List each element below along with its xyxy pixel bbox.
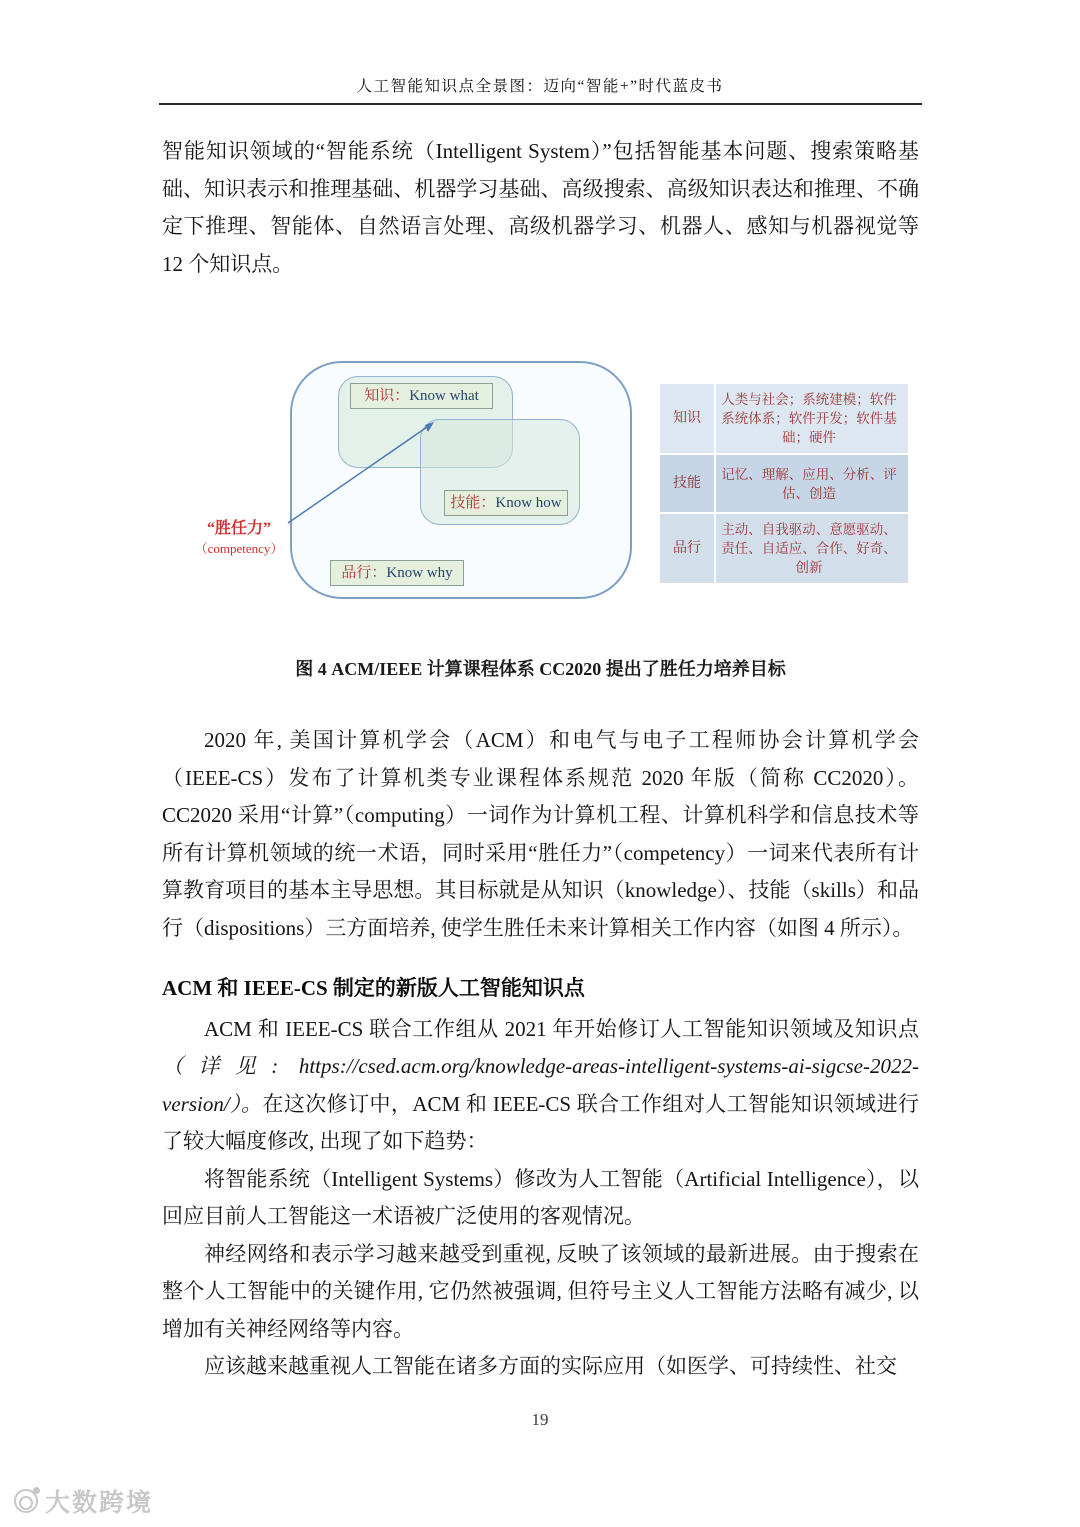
table-row-dispositions (660, 514, 908, 583)
knowledge-box-label-zh: 知识： (364, 387, 410, 404)
dispositions-box-label-zh: 品行： (341, 564, 387, 581)
table-row-label: 知识 (660, 384, 716, 453)
watermark-text: 大数跨境 (45, 1489, 154, 1517)
paragraph-revision (162, 1011, 919, 1161)
table-row-content: 记忆、理解、应用、分析、评估、创造 (721, 466, 897, 501)
competency-table (660, 384, 908, 585)
table-row-content: 人类与社会；系统建模；软件系统体系；软件开发；软件基础；硬件 (721, 392, 897, 445)
skills-box-label-en: Know how (495, 494, 562, 511)
knowledge-box-label-en: Know what (409, 387, 479, 404)
paragraph-trend-2: 神经网络和表示学习越来越受到重视, 反映了该领域的最新进展。由于搜索在整个人工智能中的关键作用, 它仍然被强调, 但符号主义人工智能方法略有减少, 以增加有关神经网络等内容。 (162, 1241, 919, 1341)
paragraph-trend-1: 将智能系统（Intelligent Systems）修改为人工智能（Artificial Intelligence），以回应目前人工智能这一术语被广泛使用的客观情况。 (162, 1166, 919, 1228)
knowledge-box (350, 383, 493, 409)
competency-label-en: （competency） (194, 541, 284, 556)
header-rule (159, 103, 922, 105)
page-content (162, 133, 919, 1386)
paragraph-cc2020: 2020 年, 美国计算机学会（ACM）和电气与电子工程师协会计算机学会（IEEE-CS）发布了计算机类专业课程体系规范 2020 年版（简称 CC2020）。CC2020 采用“计算”（computing）一词作为计算机工程、计算机科学和信息技术等所有计算机领域的统一术语，同时采用“胜任力”（competency）一词来代表所有计算教育项目的基本主导思想。其目标就是从知识（knowledge）、技能（skills）和品行（dispositions）三方面培养, 使学生胜任未来计算相关工作内容（如图 4 所示）。 (162, 728, 919, 940)
section-heading: ACM 和 IEEE-CS 制定的新版人工智能知识点 (162, 976, 585, 1000)
skills-box (444, 490, 568, 516)
figure-cc2020-competency (162, 355, 919, 605)
table-row-content: 主动、自我驱动、意愿驱动、责任、自适应、合作、好奇、创新 (721, 522, 897, 575)
figure-caption: 图 4 ACM/IEEE 计算课程体系 CC2020 提出了胜任力培养目标 (295, 659, 786, 679)
dispositions-box (330, 560, 464, 586)
competency-label (174, 519, 304, 559)
table-row-skills (660, 455, 908, 512)
page-number: 19 (531, 1410, 549, 1429)
paragraph-trend-3: 应该越来越重视人工智能在诸多方面的实际应用（如医学、可持续性、社交 (204, 1354, 897, 1378)
dispositions-box-label-en: Know why (386, 564, 453, 581)
watermark-globe-icon (14, 1489, 38, 1513)
table-row-label: 技能 (660, 455, 716, 512)
header-title: 人工智能知识点全景图：迈向“智能+”时代蓝皮书 (356, 78, 724, 95)
skills-box-label-zh: 技能： (450, 494, 496, 511)
watermark (14, 1483, 153, 1519)
revision-url-link[interactable]: （详见: https://csed.acm.org/knowledge-areas-intelligent-systems-ai-sigcse-2022-version/）。 (162, 1054, 919, 1116)
table-row-label: 品行 (660, 514, 716, 583)
revision-text-before: ACM 和 IEEE-CS 联合工作组从 2021 年开始修订人工智能知识领域及知识点 (204, 1016, 919, 1041)
intro-paragraph: 智能知识领域的“智能系统（Intelligent System）”包括智能基本问题、搜索策略基础、知识表示和推理基础、机器学习基础、高级搜索、高级知识表达和推理、不确定下推理、智能体、自然语言处理、高级机器学习、机器人、感知与机器视觉等 12 个知识点。 (162, 139, 919, 276)
revision-text-after: 在这次修订中，ACM 和 IEEE-CS 联合工作组对人工智能知识领域进行了较大幅度修改, 出现了如下趋势： (162, 1091, 919, 1153)
competency-label-zh: “胜任力” (206, 520, 271, 537)
table-row-knowledge (660, 384, 908, 453)
